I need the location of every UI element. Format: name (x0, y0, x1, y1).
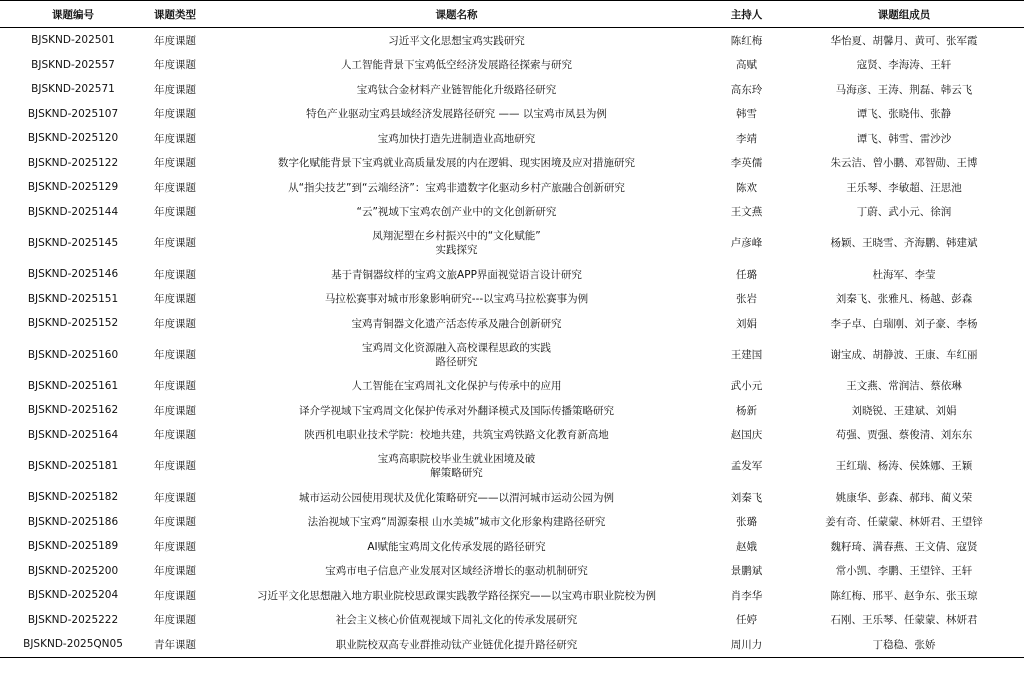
host-cell: 刘秦飞 (730, 491, 763, 504)
members-cell: 王乐琴、李敏超、汪思池 (846, 181, 962, 194)
project-id-cell: BJSKND-2025122 (27, 156, 119, 169)
table-row (0, 53, 1024, 78)
table-row (0, 559, 1024, 584)
host-cell: 李英儒 (730, 157, 763, 170)
project-type-cell: 年度课题 (154, 491, 196, 504)
project-name-line: 特色产业驱动宝鸡县域经济发展路径研究 —— 以宝鸡市凤县为例 (306, 108, 607, 121)
table-row (0, 200, 1024, 225)
host-cell: 陈欢 (736, 181, 757, 194)
header-members: 课题组成员 (784, 1, 1024, 28)
project-name-line: 基于青铜器纹样的宝鸡文旅APP界面视觉语言设计研究 (331, 268, 582, 281)
project-type-cell: 年度课题 (154, 429, 196, 442)
table-row (0, 583, 1024, 608)
table-row (0, 374, 1024, 399)
members-cell: 常小凯、李鹏、王望锌、王轩 (835, 565, 973, 578)
members-cell: 朱云洁、曾小鹏、邓智勋、王博 (830, 157, 978, 170)
table-row (0, 28, 1024, 53)
project-name-line: 城市运动公园使用现状及优化策略研究——以渭河城市运动公园为例 (299, 491, 614, 504)
table-row (0, 510, 1024, 535)
project-type-cell: 年度课题 (154, 59, 196, 72)
project-name-line: 社会主义核心价值观视域下周礼文化的传承发展研究 (335, 614, 578, 627)
host-cell: 韩雪 (736, 108, 757, 121)
table-row (0, 262, 1024, 287)
project-type-cell: 年度课题 (154, 380, 196, 393)
project-name-cell (204, 398, 709, 423)
table-row (0, 534, 1024, 559)
project-name-line: 从“指尖技艺”到“云端经济”：宝鸡非遗数字化驱动乡村产旅融合创新研究 (288, 181, 625, 194)
table-row (0, 126, 1024, 151)
members-cell: 苟强、贾强、蔡俊清、刘东东 (835, 429, 973, 442)
project-name-line: 人工智能背景下宝鸡低空经济发展路径探索与研究 (341, 59, 572, 72)
host-cell: 武小元 (730, 380, 763, 393)
project-type-cell: 年度课题 (154, 108, 196, 121)
project-id-cell: BJSKND-2025151 (27, 292, 119, 305)
project-type-cell: 年度课题 (154, 83, 196, 96)
project-id-cell: BJSKND-2025152 (27, 317, 119, 330)
project-name-line: 人工智能在宝鸡周礼文化保护与传承中的应用 (351, 380, 562, 393)
members-cell: 杜海军、李莹 (872, 268, 936, 281)
members-cell: 陈红梅、邢平、赵争东、张玉琼 (830, 589, 978, 602)
members-cell: 魏籽琦、满春燕、王文倩、寇贤 (830, 540, 978, 553)
table-row (0, 151, 1024, 176)
project-id-cell: BJSKND-2025QN05 (0, 632, 146, 657)
members-cell: 李子卓、白瑞刚、刘子豪、李杨 (830, 317, 978, 330)
project-id-cell: BJSKND-2025186 (27, 515, 119, 528)
project-id-cell: BJSKND-2025181 (27, 460, 119, 472)
host-cell: 张岩 (736, 293, 757, 306)
table-row (0, 632, 1024, 657)
table-row (0, 398, 1024, 423)
project-name-cell (204, 224, 709, 262)
host-cell: 孟发军 (730, 460, 763, 472)
project-name-line: 解策略研究 (430, 467, 483, 479)
project-name-cell (204, 126, 709, 151)
project-name-cell (204, 583, 709, 608)
project-name-line: 习近平文化思想融入地方职业院校思政课实践教学路径探究——以宝鸡市职业院校为例 (257, 589, 656, 602)
project-type-cell: 年度课题 (154, 237, 196, 249)
project-name-line: 陕西机电职业技术学院：校地共建，共筑宝鸡铁路文化教育新高地 (304, 429, 609, 442)
project-name-line: 路径研究 (435, 355, 478, 368)
host-cell: 高赋 (736, 59, 757, 72)
project-name-line: 马拉松赛事对城市形象影响研究---以宝鸡马拉松赛事为例 (324, 293, 589, 306)
members-cell: 姚康华、彭森、郝玮、蔺义荣 (835, 491, 973, 504)
project-type-cell: 年度课题 (154, 132, 196, 145)
project-id-cell: BJSKND-2025107 (27, 107, 119, 120)
project-id-cell: BJSKND-2025120 (27, 132, 119, 145)
project-id-cell: BJSKND-202571 (31, 83, 115, 96)
project-name-cell (204, 151, 709, 176)
project-name-cell (204, 534, 709, 559)
project-type-cell: 年度课题 (154, 540, 196, 553)
host-cell: 王建国 (730, 348, 763, 361)
members-cell: 丁稳稳、张娇 (784, 632, 1024, 657)
project-name-line: AI赋能宝鸡周文化传承发展的路径研究 (367, 540, 546, 553)
project-name-cell (204, 53, 709, 78)
project-name-cell (204, 262, 709, 287)
table-row (0, 175, 1024, 200)
project-name-cell (204, 77, 709, 102)
project-name-cell (204, 374, 709, 399)
project-name-line: 宝鸡青铜器文化遗产活态传承及融合创新研究 (351, 317, 562, 330)
project-name-line: 职业院校双高专业群推动钛产业链优化提升路径研究 (335, 638, 578, 651)
host-cell: 赵娥 (736, 540, 757, 553)
project-name-line: 法治视域下宝鸡“周源秦根 山水美城”城市文化形象构建路径研究 (307, 516, 606, 529)
project-name-line: 习近平文化思想宝鸡实践研究 (388, 34, 525, 47)
members-cell: 丁蔚、武小元、徐润 (856, 206, 952, 219)
project-name-cell (204, 423, 709, 448)
project-name-line: 宝鸡高职院校毕业生就业困境及破 (377, 453, 536, 465)
table-row (0, 423, 1024, 448)
project-type-cell: 年度课题 (154, 460, 196, 472)
project-type-cell: 年度课题 (154, 181, 196, 194)
project-type-cell: 年度课题 (154, 404, 196, 417)
project-type-cell: 年度课题 (154, 516, 196, 529)
project-id-cell: BJSKND-2025160 (27, 348, 119, 361)
members-cell: 谢宝成、胡静波、王康、车红丽 (830, 348, 978, 361)
header-host: 主持人 (709, 1, 784, 28)
project-name-cell (204, 28, 709, 53)
members-cell: 姜有奇、任蒙蒙、林妍君、王望锌 (825, 516, 983, 529)
table-row (0, 287, 1024, 312)
header-id: 课题编号 (0, 1, 146, 28)
project-type-cell: 年度课题 (154, 614, 196, 627)
project-name-line: 宝鸡钛合金材料产业链智能化升级路径研究 (356, 83, 557, 96)
project-name-line: 译介学视域下宝鸡周文化保护传承对外翻译模式及国际传播策略研究 (299, 404, 614, 417)
project-type-cell: 年度课题 (154, 293, 196, 306)
project-name-cell (204, 485, 709, 510)
project-name-line: 数字化赋能背景下宝鸡就业高质量发展的内在逻辑、现实困境及应对措施研究 (278, 157, 635, 170)
members-cell: 马海彦、王涛、荆磊、韩云飞 (835, 83, 973, 96)
members-cell: 石刚、王乐琴、任蒙蒙、林妍君 (830, 614, 978, 627)
host-cell: 周川力 (709, 632, 784, 657)
project-name-cell (204, 175, 709, 200)
host-cell: 杨新 (736, 404, 757, 417)
table-row (0, 224, 1024, 262)
project-name-cell (204, 311, 709, 336)
host-cell: 陈红梅 (730, 34, 763, 47)
project-id-cell: BJSKND-202501 (31, 34, 115, 47)
host-cell: 景鹏斌 (730, 565, 763, 578)
project-name-line: 凤翔泥塑在乡村振兴中的“文化赋能” (372, 230, 541, 242)
project-name-cell (204, 200, 709, 225)
project-name-line: 实践探究 (435, 244, 478, 256)
project-id-cell: BJSKND-2025161 (27, 379, 119, 392)
project-name-line: “云”视域下宝鸡农创产业中的文化创新研究 (356, 206, 557, 219)
project-name-cell (204, 559, 709, 584)
project-name-cell (204, 632, 709, 657)
host-cell: 卢彦峰 (730, 237, 763, 249)
members-cell: 王红瑞、杨涛、侯姝娜、王颖 (835, 460, 973, 472)
members-cell: 刘秦飞、张雅凡、杨越、彭森 (835, 293, 973, 306)
members-cell: 华怡夏、胡馨月、黄可、张军霞 (830, 34, 978, 47)
table-row (0, 485, 1024, 510)
project-name-cell (204, 608, 709, 633)
host-cell: 张璐 (736, 516, 757, 529)
project-type-cell: 年度课题 (154, 565, 196, 578)
members-cell: 寇贤、李海涛、王轩 (856, 59, 952, 72)
members-cell: 谭飞、韩雪、雷沙沙 (856, 132, 952, 145)
project-name-line: 宝鸡周文化资源融入高校课程思政的实践 (362, 341, 551, 354)
header-type: 课题类型 (146, 1, 204, 28)
host-cell: 李靖 (736, 132, 757, 145)
table-row (0, 311, 1024, 336)
project-name-cell (204, 336, 709, 374)
project-id-cell: BJSKND-2025204 (27, 589, 119, 602)
project-type-cell: 年度课题 (154, 589, 196, 602)
host-cell: 刘娟 (736, 317, 757, 330)
project-id-cell: BJSKND-2025145 (27, 237, 119, 249)
members-cell: 杨颖、王晓雪、齐海鹏、韩建斌 (830, 237, 978, 249)
table-row (0, 102, 1024, 127)
project-type-cell: 青年课题 (146, 632, 204, 657)
project-name-cell (204, 102, 709, 127)
host-cell: 任璐 (736, 268, 757, 281)
project-name-line: 宝鸡加快打造先进制造业高地研究 (377, 132, 536, 145)
project-id-cell: BJSKND-2025146 (27, 268, 119, 281)
project-type-cell: 年度课题 (154, 34, 196, 47)
project-id-cell: BJSKND-2025144 (27, 205, 119, 218)
table-row (0, 608, 1024, 633)
project-type-cell: 年度课题 (154, 317, 196, 330)
project-name-cell (204, 287, 709, 312)
project-type-cell: 年度课题 (154, 348, 196, 361)
table-row (0, 77, 1024, 102)
host-cell: 高东玲 (730, 83, 763, 96)
members-cell: 谭飞、张晓伟、张静 (856, 108, 952, 121)
header-name: 课题名称 (204, 1, 709, 28)
host-cell: 任婷 (736, 614, 757, 627)
table-row (0, 447, 1024, 485)
project-id-cell: BJSKND-2025189 (27, 540, 119, 553)
project-id-cell: BJSKND-2025164 (27, 428, 119, 441)
host-cell: 赵国庆 (730, 429, 763, 442)
project-type-cell: 年度课题 (154, 268, 196, 281)
project-id-cell: BJSKND-2025182 (27, 491, 119, 504)
header-row (0, 1, 1024, 28)
project-id-cell: BJSKND-2025200 (27, 564, 119, 577)
project-id-cell: BJSKND-2025222 (27, 613, 119, 626)
project-id-cell: BJSKND-2025162 (27, 404, 119, 417)
project-type-cell: 年度课题 (154, 206, 196, 219)
project-name-cell (204, 447, 709, 485)
project-type-cell: 年度课题 (154, 157, 196, 170)
members-cell: 王文燕、常润洁、蔡依琳 (846, 380, 962, 393)
host-cell: 肖李华 (730, 589, 763, 602)
project-id-cell: BJSKND-202557 (31, 58, 115, 71)
project-name-cell (204, 510, 709, 535)
members-cell: 刘晓锐、王建斌、刘娟 (851, 404, 957, 417)
host-cell: 王文燕 (730, 206, 763, 219)
project-name-line: 宝鸡市电子信息产业发展对区域经济增长的驱动机制研究 (325, 565, 588, 578)
table-row (0, 336, 1024, 374)
project-id-cell: BJSKND-2025129 (27, 181, 119, 194)
